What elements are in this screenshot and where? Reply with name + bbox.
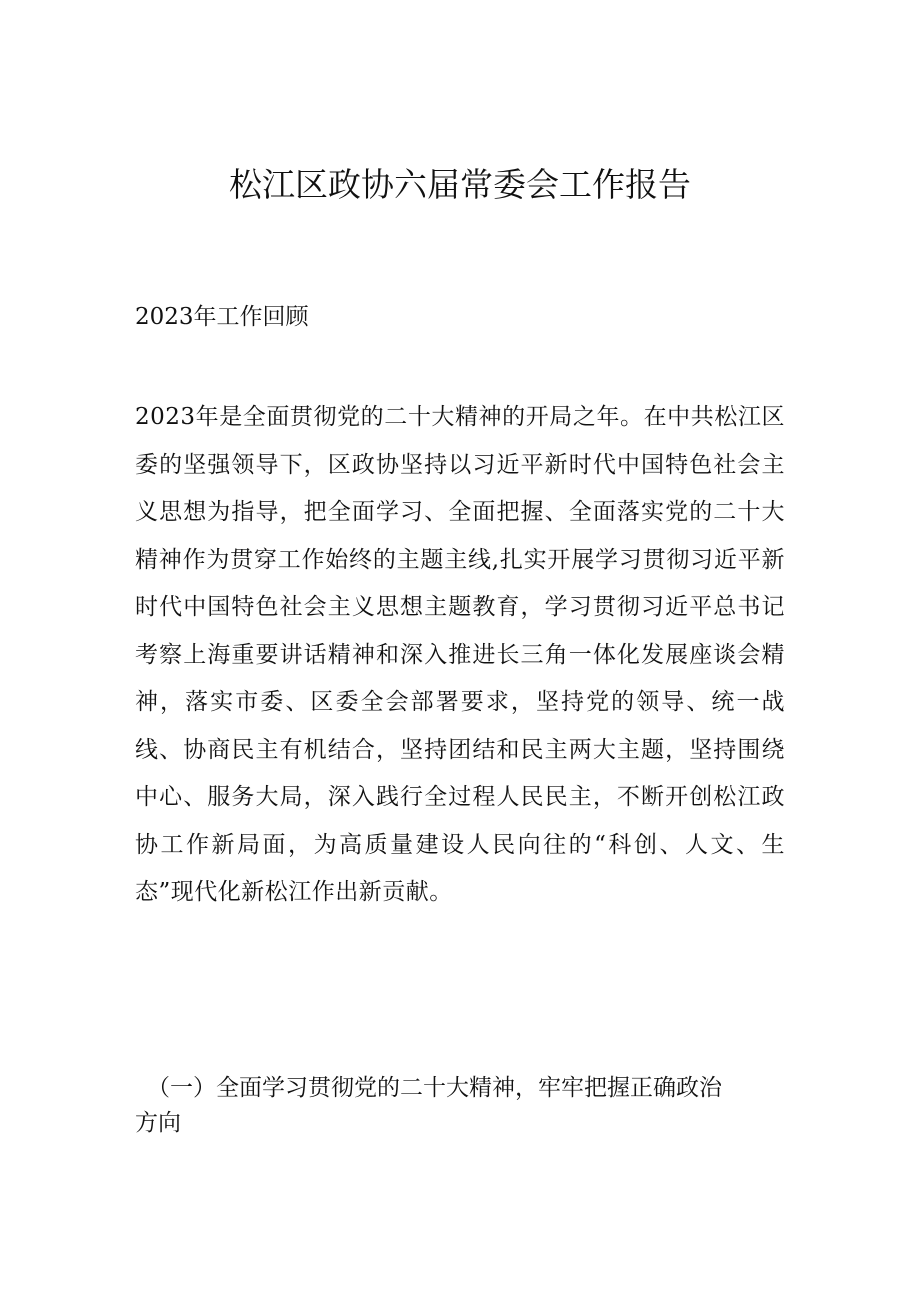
subheading-1: （一）全面学习贯彻党的二十大精神，牢牢把握正确政治方向 bbox=[135, 1075, 722, 1136]
section-heading: 2023年工作回顾 bbox=[135, 304, 309, 330]
intro-paragraph: 2023年是全面贯彻党的二十大精神的开局之年。在中共松江区委的坚强领导下，区政协坚持以习近平新时代中国特色社会主义思想为指导，把全面学习、全面把握、全面落实党的二十大精神作为贯穿工作始终的主题主线,扎实开展学习贯彻习近平新时代中国特色社会主义思想主题教育，学习贯彻习近平总书记考察上海重要讲话精神和深入推进长三角一体化发展座谈会精神，落实市委、区委全会部署要求，坚持党的领导、统一战线、协商民主有机结合，坚持团结和民主两大主题，坚持围绕中心、服务大局，深入践行全过程人民民主，不断开创松江政协工作新局面，为高质量建设人民向往的“科创、人文、生态”现代化新松江作出新贡献。 bbox=[135, 404, 785, 905]
document-title: 松江区政协六届常委会工作报告 bbox=[229, 165, 691, 204]
